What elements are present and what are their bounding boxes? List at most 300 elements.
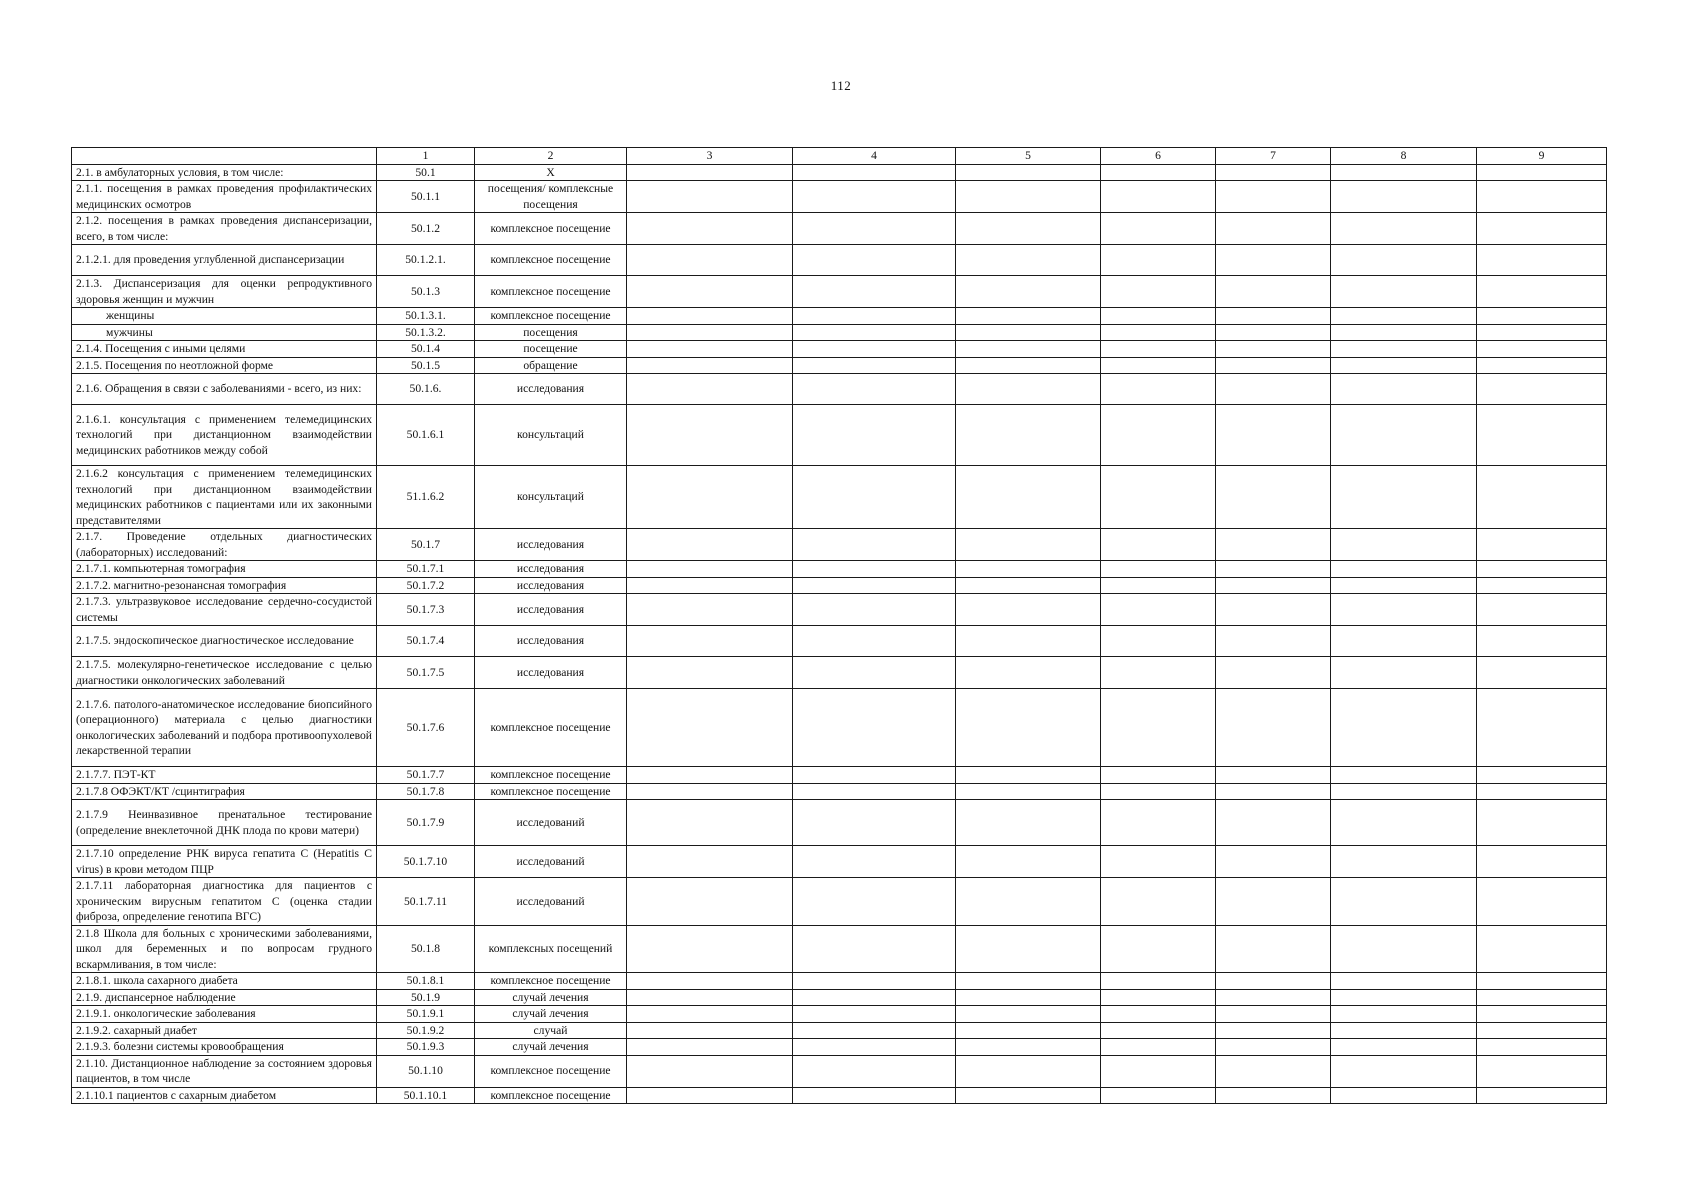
empty-value-cell <box>1331 374 1477 405</box>
empty-value-cell <box>1331 1055 1477 1087</box>
empty-value-cell <box>627 594 793 626</box>
empty-value-cell <box>1477 594 1607 626</box>
empty-value-cell <box>627 324 793 341</box>
table-row <box>72 1022 1607 1039</box>
empty-value-cell <box>1477 783 1607 800</box>
empty-value-cell <box>793 925 956 973</box>
unit-cell: комплексных посещений <box>475 925 627 973</box>
indicator-name-cell: 2.1.2.1. для проведения углубленной диспансеризации <box>72 245 377 276</box>
table-row <box>72 783 1607 800</box>
empty-value-cell <box>627 374 793 405</box>
empty-value-cell <box>793 878 956 926</box>
indicator-name-cell: 2.1.10. Дистанционное наблюдение за состоянием здоровья пациентов, в том числе <box>72 1055 377 1087</box>
empty-value-cell <box>1101 164 1216 181</box>
empty-value-cell <box>793 594 956 626</box>
empty-value-cell <box>1331 164 1477 181</box>
empty-value-cell <box>1216 783 1331 800</box>
empty-value-cell <box>956 1006 1101 1023</box>
empty-value-cell <box>627 783 793 800</box>
empty-value-cell <box>627 181 793 213</box>
row-code-cell: 50.1.6.1 <box>377 405 475 466</box>
unit-cell: комплексное посещение <box>475 783 627 800</box>
unit-cell: комплексное посещение <box>475 767 627 784</box>
unit-cell: консультаций <box>475 466 627 529</box>
indicator-name-cell: 2.1.7.6. патолого-анатомическое исследование биопсийного (операционного) материала с целью диагностики онкологических заболеваний и подбора противоопухолевой лекарственной терапии <box>72 689 377 767</box>
empty-value-cell <box>956 181 1101 213</box>
empty-value-cell <box>1101 689 1216 767</box>
empty-value-cell <box>1216 561 1331 578</box>
empty-value-cell <box>627 1006 793 1023</box>
unit-cell: комплексное посещение <box>475 1087 627 1104</box>
table-row <box>72 276 1607 308</box>
data-table <box>71 147 1607 1104</box>
empty-value-cell <box>956 657 1101 689</box>
table-row <box>72 181 1607 213</box>
unit-cell: исследования <box>475 529 627 561</box>
empty-value-cell <box>627 846 793 878</box>
empty-value-cell <box>793 276 956 308</box>
empty-value-cell <box>1101 577 1216 594</box>
unit-cell: посещения <box>475 324 627 341</box>
empty-value-cell <box>793 1039 956 1056</box>
row-code-cell: 50.1.9.1 <box>377 1006 475 1023</box>
empty-value-cell <box>1216 529 1331 561</box>
table-row <box>72 657 1607 689</box>
empty-value-cell <box>627 925 793 973</box>
empty-value-cell <box>1477 1039 1607 1056</box>
indicator-name-cell: 2.1.9.1. онкологические заболевания <box>72 1006 377 1023</box>
empty-value-cell <box>627 276 793 308</box>
empty-value-cell <box>956 341 1101 358</box>
empty-value-cell <box>1477 245 1607 276</box>
table-row <box>72 374 1607 405</box>
empty-value-cell <box>1101 1039 1216 1056</box>
unit-cell: исследования <box>475 577 627 594</box>
empty-value-cell <box>1477 689 1607 767</box>
row-code-cell: 50.1.7.9 <box>377 800 475 846</box>
row-code-cell: 50.1.3 <box>377 276 475 308</box>
row-code-cell: 50.1.10.1 <box>377 1087 475 1104</box>
empty-value-cell <box>1101 276 1216 308</box>
empty-value-cell <box>1216 925 1331 973</box>
unit-cell: консультаций <box>475 405 627 466</box>
empty-value-cell <box>1331 245 1477 276</box>
empty-value-cell <box>627 357 793 374</box>
empty-value-cell <box>1331 594 1477 626</box>
empty-value-cell <box>1477 466 1607 529</box>
empty-value-cell <box>1331 1022 1477 1039</box>
empty-value-cell <box>627 308 793 325</box>
empty-value-cell <box>1216 689 1331 767</box>
empty-value-cell <box>793 626 956 657</box>
empty-value-cell <box>1101 989 1216 1006</box>
empty-value-cell <box>1331 466 1477 529</box>
empty-value-cell <box>956 1039 1101 1056</box>
empty-value-cell <box>627 245 793 276</box>
indicator-name-cell: 2.1.7.3. ультразвуковое исследование сердечно-сосудистой системы <box>72 594 377 626</box>
empty-value-cell <box>1101 341 1216 358</box>
empty-value-cell <box>793 245 956 276</box>
empty-value-cell <box>1477 878 1607 926</box>
empty-value-cell <box>956 308 1101 325</box>
empty-value-cell <box>1216 466 1331 529</box>
table-row <box>72 989 1607 1006</box>
empty-value-cell <box>1331 341 1477 358</box>
empty-value-cell <box>627 689 793 767</box>
empty-value-cell <box>956 529 1101 561</box>
empty-value-cell <box>1477 767 1607 784</box>
empty-value-cell <box>1477 989 1607 1006</box>
row-code-cell: 50.1.7.10 <box>377 846 475 878</box>
unit-cell: исследования <box>475 626 627 657</box>
empty-value-cell <box>956 577 1101 594</box>
empty-value-cell <box>956 245 1101 276</box>
empty-value-cell <box>1477 324 1607 341</box>
empty-value-cell <box>1101 878 1216 926</box>
indicator-name-cell: 2.1.8 Школа для больных с хроническими заболеваниями, школ для беременных и по вопросам грудного вскармливания, в том числе: <box>72 925 377 973</box>
empty-value-cell <box>1216 357 1331 374</box>
empty-value-cell <box>1216 164 1331 181</box>
empty-value-cell <box>956 561 1101 578</box>
indicator-name-cell: 2.1.7.7. ПЭТ-КТ <box>72 767 377 784</box>
table-row <box>72 341 1607 358</box>
empty-value-cell <box>793 529 956 561</box>
indicator-name-cell: женщины <box>72 308 377 325</box>
table-row <box>72 594 1607 626</box>
empty-value-cell <box>1216 374 1331 405</box>
row-code-cell: 50.1.2.1. <box>377 245 475 276</box>
empty-value-cell <box>1216 626 1331 657</box>
empty-value-cell <box>1216 657 1331 689</box>
empty-value-cell <box>627 878 793 926</box>
empty-value-cell <box>1216 213 1331 245</box>
row-code-cell: 50.1.2 <box>377 213 475 245</box>
empty-value-cell <box>793 800 956 846</box>
row-code-cell: 50.1.7.3 <box>377 594 475 626</box>
empty-value-cell <box>1331 989 1477 1006</box>
empty-value-cell <box>1101 846 1216 878</box>
row-code-cell: 50.1.7.5 <box>377 657 475 689</box>
empty-value-cell <box>956 973 1101 990</box>
header-cell: 3 <box>627 148 793 165</box>
empty-value-cell <box>1331 577 1477 594</box>
row-code-cell: 50.1.8.1 <box>377 973 475 990</box>
table-row <box>72 1055 1607 1087</box>
table-row <box>72 846 1607 878</box>
unit-cell: случай лечения <box>475 1006 627 1023</box>
empty-value-cell <box>627 561 793 578</box>
page-number: 112 <box>830 78 852 93</box>
header-cell: 9 <box>1477 148 1607 165</box>
row-code-cell: 50.1.9.2 <box>377 1022 475 1039</box>
table-row <box>72 213 1607 245</box>
table-row <box>72 164 1607 181</box>
empty-value-cell <box>956 800 1101 846</box>
header-cell: 4 <box>793 148 956 165</box>
empty-value-cell <box>1331 181 1477 213</box>
empty-value-cell <box>627 767 793 784</box>
empty-value-cell <box>1101 973 1216 990</box>
unit-cell: комплексное посещение <box>475 308 627 325</box>
empty-value-cell <box>1331 783 1477 800</box>
empty-value-cell <box>1216 989 1331 1006</box>
empty-value-cell <box>1331 324 1477 341</box>
header-cell: 5 <box>956 148 1101 165</box>
empty-value-cell <box>1331 800 1477 846</box>
row-code-cell: 50.1.3.2. <box>377 324 475 341</box>
empty-value-cell <box>1216 973 1331 990</box>
empty-value-cell <box>1477 1006 1607 1023</box>
empty-value-cell <box>793 466 956 529</box>
empty-value-cell <box>793 846 956 878</box>
empty-value-cell <box>793 164 956 181</box>
table-header-row <box>72 148 1607 165</box>
empty-value-cell <box>956 1055 1101 1087</box>
empty-value-cell <box>627 466 793 529</box>
table-row <box>72 800 1607 846</box>
row-code-cell: 50.1.8 <box>377 925 475 973</box>
header-cell: 6 <box>1101 148 1216 165</box>
empty-value-cell <box>627 1022 793 1039</box>
empty-value-cell <box>793 1006 956 1023</box>
row-code-cell: 50.1.7.4 <box>377 626 475 657</box>
empty-value-cell <box>1101 374 1216 405</box>
unit-cell: исследования <box>475 657 627 689</box>
empty-value-cell <box>1331 767 1477 784</box>
empty-value-cell <box>1331 973 1477 990</box>
empty-value-cell <box>1477 308 1607 325</box>
table-row <box>72 324 1607 341</box>
unit-cell: комплексное посещение <box>475 245 627 276</box>
empty-value-cell <box>956 626 1101 657</box>
empty-value-cell <box>956 324 1101 341</box>
empty-value-cell <box>793 989 956 1006</box>
empty-value-cell <box>1216 1039 1331 1056</box>
empty-value-cell <box>1216 1006 1331 1023</box>
empty-value-cell <box>1216 1055 1331 1087</box>
indicator-name-cell: 2.1.7.2. магнитно-резонансная томография <box>72 577 377 594</box>
row-code-cell: 50.1.5 <box>377 357 475 374</box>
empty-value-cell <box>956 374 1101 405</box>
empty-value-cell <box>956 466 1101 529</box>
empty-value-cell <box>1101 529 1216 561</box>
empty-value-cell <box>1477 561 1607 578</box>
empty-value-cell <box>1101 466 1216 529</box>
table-row <box>72 561 1607 578</box>
empty-value-cell <box>1216 878 1331 926</box>
indicator-name-cell: 2.1.8.1. школа сахарного диабета <box>72 973 377 990</box>
empty-value-cell <box>1331 529 1477 561</box>
table-row <box>72 626 1607 657</box>
empty-value-cell <box>627 1087 793 1104</box>
empty-value-cell <box>956 1022 1101 1039</box>
unit-cell: посещения/ комплексные посещения <box>475 181 627 213</box>
empty-value-cell <box>956 925 1101 973</box>
row-code-cell: 51.1.6.2 <box>377 466 475 529</box>
header-cell: 1 <box>377 148 475 165</box>
empty-value-cell <box>1101 925 1216 973</box>
empty-value-cell <box>793 357 956 374</box>
empty-value-cell <box>1477 925 1607 973</box>
row-code-cell: 50.1.3.1. <box>377 308 475 325</box>
empty-value-cell <box>1216 276 1331 308</box>
empty-value-cell <box>627 1039 793 1056</box>
empty-value-cell <box>1101 561 1216 578</box>
row-code-cell: 50.1.6. <box>377 374 475 405</box>
row-code-cell: 50.1.7.2 <box>377 577 475 594</box>
empty-value-cell <box>1331 1087 1477 1104</box>
table-row <box>72 466 1607 529</box>
empty-value-cell <box>1101 1087 1216 1104</box>
empty-value-cell <box>1101 181 1216 213</box>
empty-value-cell <box>793 324 956 341</box>
empty-value-cell <box>956 767 1101 784</box>
table-row <box>72 529 1607 561</box>
empty-value-cell <box>627 341 793 358</box>
indicator-name-cell: 2.1.4. Посещения с иными целями <box>72 341 377 358</box>
empty-value-cell <box>1101 594 1216 626</box>
empty-value-cell <box>1477 276 1607 308</box>
indicator-name-cell: 2.1.9.3. болезни системы кровообращения <box>72 1039 377 1056</box>
unit-cell: исследований <box>475 878 627 926</box>
empty-value-cell <box>1477 577 1607 594</box>
empty-value-cell <box>956 594 1101 626</box>
indicator-name-cell: 2.1.7.1. компьютерная томография <box>72 561 377 578</box>
empty-value-cell <box>1477 1055 1607 1087</box>
unit-cell: комплексное посещение <box>475 689 627 767</box>
empty-value-cell <box>627 164 793 181</box>
empty-value-cell <box>1331 405 1477 466</box>
unit-cell: случай лечения <box>475 1039 627 1056</box>
indicator-name-cell: 2.1. в амбулаторных условия, в том числе: <box>72 164 377 181</box>
empty-value-cell <box>1331 308 1477 325</box>
empty-value-cell <box>627 989 793 1006</box>
table-row <box>72 1039 1607 1056</box>
empty-value-cell <box>1477 341 1607 358</box>
indicator-name-cell: 2.1.6.2 консультация с применением телемедицинских технологий при дистанционном взаимодействии медицинских работников с пациентами или их законными представителями <box>72 466 377 529</box>
empty-value-cell <box>1477 374 1607 405</box>
unit-cell: случай <box>475 1022 627 1039</box>
empty-value-cell <box>627 529 793 561</box>
row-code-cell: 50.1 <box>377 164 475 181</box>
empty-value-cell <box>1216 594 1331 626</box>
empty-value-cell <box>793 783 956 800</box>
empty-value-cell <box>1101 1022 1216 1039</box>
indicator-name-cell: 2.1.1. посещения в рамках проведения профилактических медицинских осмотров <box>72 181 377 213</box>
indicator-name-cell: 2.1.7.10 определение РНК вируса гепатита С (Hepatitis C virus) в крови методом ПЦР <box>72 846 377 878</box>
indicator-name-cell: 2.1.7. Проведение отдельных диагностических (лабораторных) исследований: <box>72 529 377 561</box>
empty-value-cell <box>1101 308 1216 325</box>
empty-value-cell <box>1101 626 1216 657</box>
empty-value-cell <box>1477 846 1607 878</box>
empty-value-cell <box>1331 689 1477 767</box>
empty-value-cell <box>1216 846 1331 878</box>
table-row <box>72 878 1607 926</box>
unit-cell: обращение <box>475 357 627 374</box>
row-code-cell: 50.1.10 <box>377 1055 475 1087</box>
empty-value-cell <box>1101 1055 1216 1087</box>
empty-value-cell <box>1101 1006 1216 1023</box>
empty-value-cell <box>793 689 956 767</box>
unit-cell: исследований <box>475 846 627 878</box>
empty-value-cell <box>793 657 956 689</box>
empty-value-cell <box>793 405 956 466</box>
empty-value-cell <box>1477 164 1607 181</box>
empty-value-cell <box>627 577 793 594</box>
empty-value-cell <box>793 767 956 784</box>
empty-value-cell <box>627 405 793 466</box>
table-row <box>72 577 1607 594</box>
empty-value-cell <box>627 800 793 846</box>
table-row <box>72 245 1607 276</box>
empty-value-cell <box>956 1087 1101 1104</box>
indicator-name-cell: 2.1.6.1. консультация с применением телемедицинских технологий при дистанционном взаимодействии медицинских работников между собой <box>72 405 377 466</box>
empty-value-cell <box>793 1022 956 1039</box>
empty-value-cell <box>956 164 1101 181</box>
empty-value-cell <box>1101 213 1216 245</box>
row-code-cell: 50.1.1 <box>377 181 475 213</box>
empty-value-cell <box>1216 245 1331 276</box>
empty-value-cell <box>1216 405 1331 466</box>
empty-value-cell <box>1477 800 1607 846</box>
indicator-name-cell: 2.1.10.1 пациентов с сахарным диабетом <box>72 1087 377 1104</box>
empty-value-cell <box>793 1087 956 1104</box>
row-code-cell: 50.1.7.11 <box>377 878 475 926</box>
row-code-cell: 50.1.7.7 <box>377 767 475 784</box>
empty-value-cell <box>1477 213 1607 245</box>
empty-value-cell <box>956 357 1101 374</box>
empty-value-cell <box>1216 577 1331 594</box>
row-code-cell: 50.1.7.6 <box>377 689 475 767</box>
empty-value-cell <box>1216 181 1331 213</box>
empty-value-cell <box>956 878 1101 926</box>
table-row <box>72 925 1607 973</box>
unit-cell: X <box>475 164 627 181</box>
empty-value-cell <box>956 783 1101 800</box>
empty-value-cell <box>956 846 1101 878</box>
header-cell: 8 <box>1331 148 1477 165</box>
table-row <box>72 973 1607 990</box>
empty-value-cell <box>1331 925 1477 973</box>
empty-value-cell <box>1331 1039 1477 1056</box>
row-code-cell: 50.1.9 <box>377 989 475 1006</box>
table-row <box>72 1006 1607 1023</box>
empty-value-cell <box>627 657 793 689</box>
indicator-name-cell: 2.1.7.9 Неинвазивное пренатальное тестирование (определение внеклеточной ДНК плода по крови матери) <box>72 800 377 846</box>
row-code-cell: 50.1.4 <box>377 341 475 358</box>
empty-value-cell <box>1477 181 1607 213</box>
empty-value-cell <box>956 213 1101 245</box>
empty-value-cell <box>793 577 956 594</box>
row-code-cell: 50.1.7.8 <box>377 783 475 800</box>
unit-cell: исследования <box>475 561 627 578</box>
unit-cell: исследований <box>475 800 627 846</box>
unit-cell: комплексное посещение <box>475 213 627 245</box>
empty-value-cell <box>1101 800 1216 846</box>
empty-value-cell <box>1101 767 1216 784</box>
indicator-name-cell: 2.1.6. Обращения в связи с заболеваниями - всего, из них: <box>72 374 377 405</box>
empty-value-cell <box>1477 357 1607 374</box>
row-code-cell: 50.1.7.1 <box>377 561 475 578</box>
empty-value-cell <box>956 689 1101 767</box>
empty-value-cell <box>1101 657 1216 689</box>
indicator-name-cell: 2.1.7.5. эндоскопическое диагностическое исследование <box>72 626 377 657</box>
empty-value-cell <box>1101 324 1216 341</box>
empty-value-cell <box>1477 1022 1607 1039</box>
empty-value-cell <box>1101 357 1216 374</box>
unit-cell: комплексное посещение <box>475 276 627 308</box>
empty-value-cell <box>1216 767 1331 784</box>
